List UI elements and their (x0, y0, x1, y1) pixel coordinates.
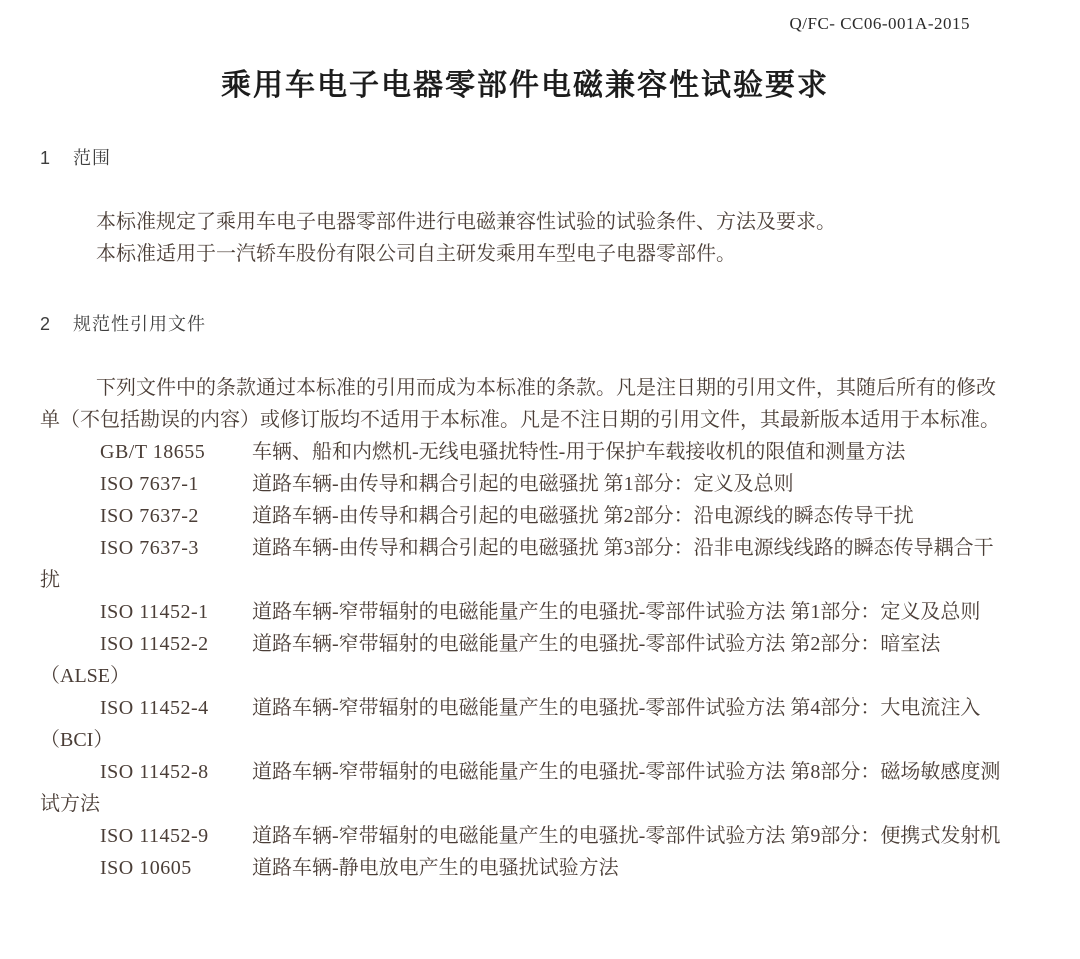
reference-title: 道路车辆-窄带辐射的电磁能量产生的电骚扰-零部件试验方法 第2部分：暗室法（ALSE） (40, 633, 941, 687)
references-list (40, 436, 1010, 884)
reference-title: 道路车辆-窄带辐射的电磁能量产生的电骚扰-零部件试验方法 第4部分：大电流注入（BCI） (40, 697, 981, 751)
reference-title: 道路车辆-窄带辐射的电磁能量产生的电骚扰-零部件试验方法 第8部分：磁场敏感度测试方法 (40, 761, 1001, 815)
reference-title: 道路车辆-由传导和耦合引起的电磁骚扰 第1部分：定义及总则 (252, 473, 794, 495)
reference-item (40, 468, 1010, 500)
reference-title: 车辆、船和内燃机-无线电骚扰特性-用于保护车载接收机的限值和测量方法 (252, 441, 906, 463)
reference-item (40, 596, 1010, 628)
section-2-title: 规范性引用文件 (73, 314, 207, 334)
reference-code: ISO 7637-1 (100, 473, 199, 495)
reference-title: 道路车辆-静电放电产生的电骚扰试验方法 (252, 857, 619, 879)
section-2-paragraph: 下列文件中的条款通过本标准的引用而成为本标准的条款。凡是注日期的引用文件，其随后所有的修改单（不包括勘误的内容）或修订版均不适用于本标准。凡是不注日期的引用文件，其最新版本适用于本标准。 (40, 377, 1000, 431)
reference-code: ISO 7637-2 (100, 505, 199, 527)
reference-code: ISO 11452-1 (100, 601, 209, 623)
reference-title: 道路车辆-由传导和耦合引起的电磁骚扰 第2部分：沿电源线的瞬态传导干扰 (252, 505, 914, 527)
reference-item (40, 628, 1010, 692)
page-title: 乘用车电子电器零部件电磁兼容性试验要求 (221, 69, 829, 102)
reference-item (40, 852, 1010, 884)
section-1-title: 范围 (73, 148, 112, 168)
reference-item (40, 692, 1010, 756)
reference-item (40, 820, 1010, 852)
reference-code: ISO 11452-8 (100, 761, 209, 783)
section-2-number: 2 (40, 314, 52, 334)
reference-item (40, 436, 1010, 468)
reference-title: 道路车辆-由传导和耦合引起的电磁骚扰 第3部分：沿非电源线线路的瞬态传导耦合干扰 (40, 537, 994, 591)
reference-code: GB/T 18655 (100, 441, 206, 463)
reference-item (40, 532, 1010, 596)
section-1-paragraph: 本标准适用于一汽轿车股份有限公司自主研发乘用车型电子电器零部件。 (96, 243, 736, 265)
reference-code: ISO 11452-4 (100, 697, 209, 719)
reference-code: ISO 11452-9 (100, 825, 209, 847)
section-1-paragraph: 本标准规定了乘用车电子电器零部件进行电磁兼容性试验的试验条件、方法及要求。 (96, 211, 836, 233)
reference-code: ISO 11452-2 (100, 633, 209, 655)
reference-title: 道路车辆-窄带辐射的电磁能量产生的电骚扰-零部件试验方法 第1部分：定义及总则 (252, 601, 981, 623)
reference-item (40, 756, 1010, 820)
reference-item (40, 500, 1010, 532)
reference-title: 道路车辆-窄带辐射的电磁能量产生的电骚扰-零部件试验方法 第9部分：便携式发射机 (252, 825, 1001, 847)
section-1-heading (40, 144, 1010, 170)
section-1-number: 1 (40, 148, 52, 168)
reference-code: ISO 7637-3 (100, 537, 199, 559)
doc-number: Q/FC- CC06-001A-2015 (789, 14, 970, 33)
section-2-heading (40, 310, 1010, 336)
reference-code: ISO 10605 (100, 857, 192, 879)
